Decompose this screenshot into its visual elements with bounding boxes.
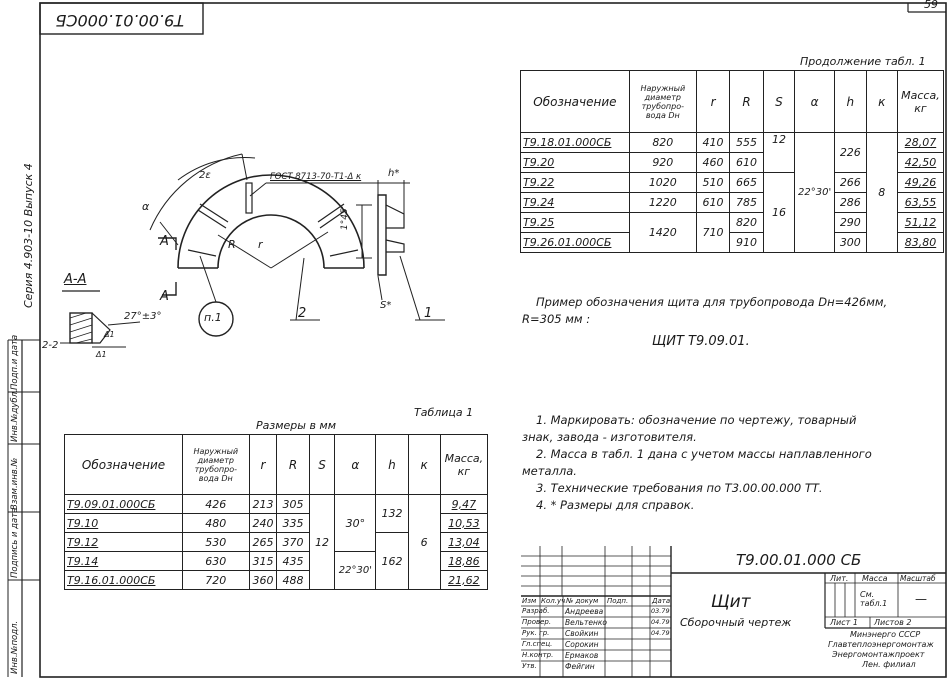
role-approved: Утв. [522, 662, 537, 670]
t2-head-k: к [866, 71, 897, 133]
sheets-label: Листов 2 [874, 618, 912, 627]
org-line-4: Лен. филиал [862, 660, 916, 669]
note-2: 2. Масса в табл. 1 дана с учетом массы наплавленного [536, 447, 872, 461]
t1-cell-mass: 18,86 [440, 552, 487, 571]
t2-cell: 1020 [629, 173, 696, 193]
t2-cell: 610 [696, 193, 729, 213]
mark-2e: 2ε [199, 170, 211, 181]
t2-cell-k: 8 [866, 133, 897, 253]
t2-head-diameter: Наружный диаметр трубопро- вода Dн [629, 71, 696, 133]
t2-cell: 410 [696, 133, 729, 153]
t1-head-diameter: Наружный диаметр трубопро- вода Dн [183, 435, 250, 495]
t1-cell: 305 [277, 495, 309, 514]
t2-cell: 820 [730, 213, 763, 233]
t2-cell-h: 286 [835, 193, 866, 213]
t1-cell: 213 [249, 495, 277, 514]
t1-head-h: h [376, 435, 408, 495]
t1-head-k: к [408, 435, 440, 495]
t2-cell-mass: 51,12 [897, 213, 943, 233]
t1-cell-mass: 9,47 [440, 495, 487, 514]
t1-cell-mass: 10,53 [440, 514, 487, 533]
role-group-head: Рук. гр. [522, 629, 550, 637]
t2-cell-mass: 63,55 [897, 193, 943, 213]
table2 [520, 70, 944, 253]
date-3: 04.79 [651, 629, 670, 637]
table1-caption: Таблица 1 [414, 406, 474, 419]
t2-cell: 555 [730, 133, 763, 153]
t1-head-R: R [277, 435, 309, 495]
t2-cell: Т9.18.01.000СБ [521, 133, 630, 153]
callout-2: 2 [298, 306, 307, 321]
note-2b: металла. [522, 464, 577, 478]
t2-head-s: S [763, 71, 794, 133]
title-subname: Сборочный чертеж [680, 616, 792, 629]
t2-cell-h: 300 [835, 233, 866, 253]
t1-cell-k: 6 [408, 495, 440, 590]
t1-head-mass: Масса, кг [440, 435, 487, 495]
margin-label-sign-date: Подп.и дата [10, 334, 20, 390]
mark-a-bottom: А [160, 289, 169, 304]
mass-label: Масса [862, 574, 888, 583]
t2-cell: 460 [696, 153, 729, 173]
person-2: Вельтенко [565, 618, 607, 627]
t2-cell-alpha: 22°30' [795, 133, 835, 253]
margin-label-signature: Подпись и дата [10, 507, 20, 578]
t1-head-r: r [249, 435, 277, 495]
role-norm-control: Н.контр. [522, 651, 554, 659]
title-doc-code: Т9.00.01.000 СБ [736, 551, 862, 569]
t1-head-s: S [309, 435, 335, 495]
org-line-1: Минэнерго СССР [850, 630, 921, 639]
table-row [65, 495, 488, 514]
t2-cell: Т9.20 [521, 153, 630, 173]
t2-cell-mass: 49,26 [897, 173, 943, 193]
mark-delta-2: Δ1 [96, 350, 107, 359]
t2-cell-s: 12 [763, 133, 794, 173]
t1-cell-mass: 13,04 [440, 533, 487, 552]
t1-head-alpha: α [335, 435, 376, 495]
t1-cell: Т9.09.01.000СБ [65, 495, 183, 514]
t1-cell-alpha: 30° [335, 495, 376, 552]
t1-head-designation: Обозначение [65, 435, 183, 495]
t1-cell-alpha: 22°30' [335, 552, 376, 590]
t1-cell-h: 162 [376, 533, 408, 590]
note-1: 1. Маркировать: обозначение по чертежу, товарный [536, 413, 857, 427]
t1-cell: 435 [277, 552, 309, 571]
person-5: Ермаков [565, 651, 599, 660]
t2-cell-h: 226 [835, 133, 866, 173]
t2-cell: 785 [730, 193, 763, 213]
t2-cell: 1220 [629, 193, 696, 213]
person-1: Андреева [565, 607, 604, 616]
series-vertical-text: Серия 4.903-10 Выпуск 4 [22, 163, 35, 308]
t2-head-h: h [835, 71, 866, 133]
t2-cell: 820 [629, 133, 696, 153]
example-code: ЩИТ Т9.09.01. [652, 334, 750, 349]
org-line-3: Энергомонтажпроект [832, 650, 925, 659]
note-1b: знак, завода - изготовителя. [522, 430, 697, 444]
table1-units: Размеры в мм [256, 419, 337, 432]
person-4: Сорокин [565, 640, 599, 649]
table1 [64, 434, 488, 590]
date-2: 04.79 [651, 618, 670, 626]
callout-n1: п.1 [204, 311, 222, 324]
col-head-izm: Изм [522, 597, 537, 605]
scale-label: Масштаб [900, 574, 936, 583]
t2-head-alpha: α [795, 71, 835, 133]
table-row [521, 133, 944, 153]
t1-cell: 370 [277, 533, 309, 552]
callout-1: 1 [424, 306, 433, 321]
col-head-doc: № докум [566, 597, 599, 605]
lit-label: Лит. [830, 574, 849, 583]
t2-head-r: r [696, 71, 729, 133]
t2-cell: 920 [629, 153, 696, 173]
page-number: 59 [924, 0, 938, 11]
t1-cell: 360 [249, 571, 277, 590]
t2-cell: 710 [696, 213, 729, 253]
t1-cell-h: 132 [376, 495, 408, 533]
t1-cell: 426 [183, 495, 250, 514]
margin-label-replace-inv: Взам.инв.№ [10, 457, 20, 510]
role-checker: Провер. [522, 618, 552, 626]
angle-label: 27°±3° [124, 311, 162, 322]
t2-cell: Т9.22 [521, 173, 630, 193]
t1-cell: 265 [249, 533, 277, 552]
person-3: Свойкин [565, 629, 599, 638]
mark-s-star: S* [380, 300, 392, 311]
t2-cell: 910 [730, 233, 763, 253]
section-label: А-А [64, 272, 87, 287]
t2-cell: 610 [730, 153, 763, 173]
t1-cell: Т9.10 [65, 514, 183, 533]
example-line-1: Пример обозначения щита для трубопровода Dн=426мм, [536, 295, 888, 309]
t2-cell: 510 [696, 173, 729, 193]
t2-cell: Т9.25 [521, 213, 630, 233]
mark-delta-1: Δ1 [104, 330, 115, 339]
role-developer: Разраб. [522, 607, 550, 615]
t1-cell: Т9.14 [65, 552, 183, 571]
t1-cell: 480 [183, 514, 250, 533]
margin-label-orig-inv: Инв.№подл. [10, 620, 20, 674]
col-head-kol: Кол.уч [541, 597, 566, 605]
person-6: Фейгин [565, 662, 595, 671]
t2-head-R: R [730, 71, 763, 133]
mark-alpha: α [142, 200, 150, 213]
t2-cell-h: 290 [835, 213, 866, 233]
title-name: Щит [711, 592, 751, 612]
mark-angle-small: 1°45' [340, 205, 350, 230]
t1-cell-s: 12 [309, 495, 335, 590]
scale-value: — [915, 592, 927, 606]
t2-cell: 1420 [629, 213, 696, 253]
t2-cell: Т9.26.01.000СБ [521, 233, 630, 253]
shield-drawing [60, 154, 445, 347]
table2-caption: Продолжение табл. 1 [800, 55, 926, 68]
t1-cell-mass: 21,62 [440, 571, 487, 590]
t1-cell: Т9.12 [65, 533, 183, 552]
t2-cell: 665 [730, 173, 763, 193]
t1-cell: 630 [183, 552, 250, 571]
t2-cell-s: 16 [763, 173, 794, 253]
example-line-2: R=305 мм : [522, 312, 591, 326]
t2-cell-mass: 28,07 [897, 133, 943, 153]
rotated-doc-code: Т9.00.01.000СБ [55, 11, 184, 30]
t1-cell: Т9.16.01.000СБ [65, 571, 183, 590]
role-chief-spec: Гл.спец. [522, 640, 553, 648]
t1-cell: 240 [249, 514, 277, 533]
col-head-date: Дата [652, 597, 671, 605]
gost-label: ГОСТ 8713-70-Т1-Δ к [270, 172, 362, 182]
t2-cell: Т9.24 [521, 193, 630, 213]
t2-cell-mass: 42,50 [897, 153, 943, 173]
t1-cell: 530 [183, 533, 250, 552]
col-head-sign: Подп. [607, 597, 629, 605]
dim-label: 2-2 [42, 340, 59, 351]
t2-head-mass: Масса, кг [897, 71, 943, 133]
mark-R: R [228, 238, 236, 251]
note-4: 4. * Размеры для справок. [536, 498, 695, 512]
t1-cell: 488 [277, 571, 309, 590]
mark-a-top: А [160, 234, 169, 249]
margin-label-dup-inv: Инв.№дубл. [10, 389, 20, 442]
date-1: 03.79 [651, 607, 670, 615]
mark-h-star: h* [388, 168, 400, 179]
t1-cell: 315 [249, 552, 277, 571]
note-3: 3. Технические требования по Т3.00.00.000 ТТ. [536, 481, 823, 495]
t2-cell-h: 266 [835, 173, 866, 193]
mass-value: См. табл.1 [860, 590, 888, 608]
t1-cell: 720 [183, 571, 250, 590]
t1-cell: 335 [277, 514, 309, 533]
t2-head-designation: Обозначение [521, 71, 630, 133]
org-line-2: Главтеплоэнергомонтаж [828, 640, 934, 649]
sheet-label: Лист 1 [830, 618, 858, 627]
t2-cell-mass: 83,80 [897, 233, 943, 253]
mark-r: r [258, 238, 263, 251]
